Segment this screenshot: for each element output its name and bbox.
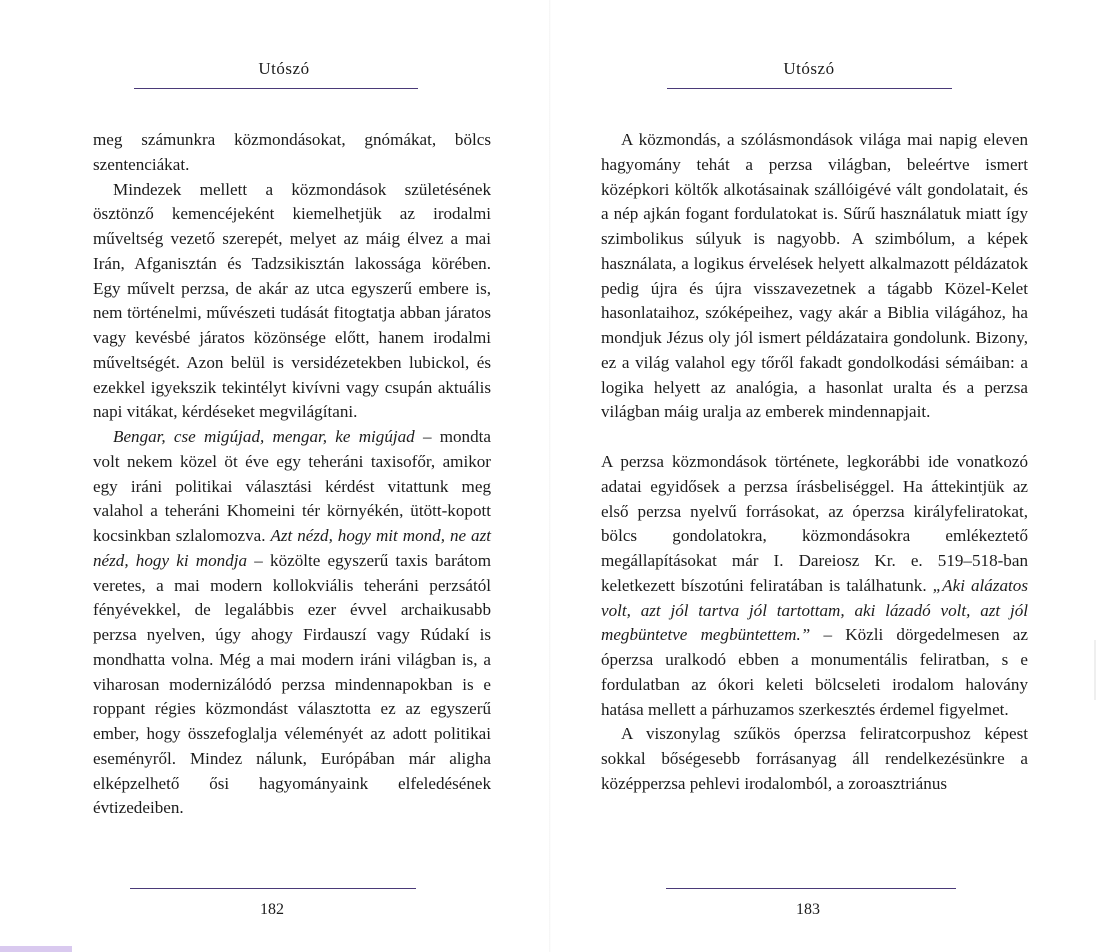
page-edge-shadow: [1094, 640, 1096, 700]
left-footer-rule: [130, 888, 416, 889]
left-header-rule: [134, 88, 418, 89]
right-text-1: A perzsa közmondások története, legkorábbi ide vonatkozó adatai egyidősek a perzsa írásbeliséggel. Ha áttekintjük az első perzsa nyelvű forrásokat, az óperzsa királyfeliratokat, bölcs gondolatokra, közmondásokra emlékeztető megállapításokat már I. Dareiosz Kr. e. 519–518-ban keletkezett bíszotúni feliratában is találhatunk.: [601, 452, 1028, 595]
left-text-2: – közölte egyszerű taxis barátom veretes, a mai modern kollokviális teheráni perzsától fényévekkel, de legalábbis ezer évvel archaikusabb perzsa nyelven, úgy ahogy Firdauszí vagy Rúdakí is mondhatta volna. Még a mai modern iráni világban is, a viharosan modernizálódó perzsa mindennapokban is e roppant régies közmondást választotta ez az egyszerű ember, hogy összefoglalja véleményét az adott politikai eseményről. Mindez nálunk, Európában már aligha elképzelhető ősi hagyományaink elfeledésének évtizedeiben.: [93, 550, 491, 818]
right-quote-1: „Aki alázatos volt, azt jól tartva jól tartottam, aki lázadó volt, azt jól megbüntetve megbüntettem.”: [601, 575, 1028, 645]
left-paragraph-3: [93, 425, 491, 821]
right-paragraph-2: [601, 450, 1028, 722]
right-text-2: – Közli dörgedelmesen az óperzsa uralkodó ebben a monumentális feliratban, s e fordulatban az ókori keleti bölcseleti irodalom halovány hatása mellett a párhuzamos szerkesztés érdemel figyelmet.: [601, 625, 1028, 719]
scan-edge-mark: [0, 946, 72, 952]
left-body-text: [93, 128, 491, 821]
left-running-header: Utószó: [258, 59, 310, 78]
right-page-number: 183: [796, 901, 820, 918]
left-paragraph-1: meg számunkra közmondásokat, gnómákat, bölcs szentenciákat.: [93, 130, 491, 174]
right-paragraph-1: A közmondás, a szólásmondások világa mai napig eleven hagyomány tehát a perzsa világban, beleértve ismert középkori költők alkotásainak szállóigévé vált gondolatait, és a nép ajkán fogant fordulatokat is. Sűrű használatuk miatt így szimbolikus súlyuk is nagyobb. A szimbólum, a képek használata, a logikus érvelések helyett alkalmazott példázatok pedig újra és újra visszavezetnek a tágabb Közel-Kelet hasonlataihoz, szóképeihez, vagy akár a Biblia világához, ha mondjuk Jézus oly jól ismert példázataira gondolunk. Bizony, ez a világ valahol egy tőről fakadt gondolkodási sémáiban: a logika helyett az analógia, a hasonlat uralta és a perzsa világban máig uralja az emberek mindennapjait.: [601, 130, 1028, 422]
left-paragraph-2: Mindezek mellett a közmondások születésének ösztönző kemencéjeként kiemelhetjük az irodalmi műveltség vezető szerepét, melyet az máig élvez a mai Irán, Afganisztán és Tadzsikisztán lakossága körében. Egy művelt perzsa, de akár az utca egyszerű embere is, nem történelmi, művészeti tudását fitogtatja abban járatos vagy kevésbé járatos közönsége előtt, hanem irodalmi műveltségét. Azon belül is versidézetekben lubickol, és ezekkel igyekszik tekintélyt kivívni vagy csupán aktuális napi vitákat, kérdéseket megvilágítani.: [93, 179, 491, 422]
right-page: [550, 0, 1100, 952]
right-running-header: Utószó: [783, 59, 835, 78]
left-page-number: 182: [260, 901, 284, 918]
right-header-rule: [667, 88, 952, 89]
right-paragraph-3: A viszonylag szűkös óperzsa feliratcorpushoz képest sokkal bőségesebb forrásanyag áll rendelkezésünkre a középperzsa pehlevi irodalomból, a zoroasztriánus: [601, 724, 1028, 793]
right-footer-rule: [666, 888, 956, 889]
left-text-1: – mondta volt nekem közel öt éve egy teheráni taxisofőr, amikor egy iráni politikai választási kérdést vitattunk meg valahol a teheráni Khomeini tér környékén, ütött-kopott kocsinkban szlalomozva.: [93, 427, 491, 545]
left-quote-2: Azt nézd, hogy mit mond, ne azt nézd, hogy ki mondja: [93, 526, 491, 570]
left-quote-1: Bengar, cse migújad, mengar, ke migújad: [113, 427, 415, 446]
right-body-text: [601, 128, 1028, 797]
